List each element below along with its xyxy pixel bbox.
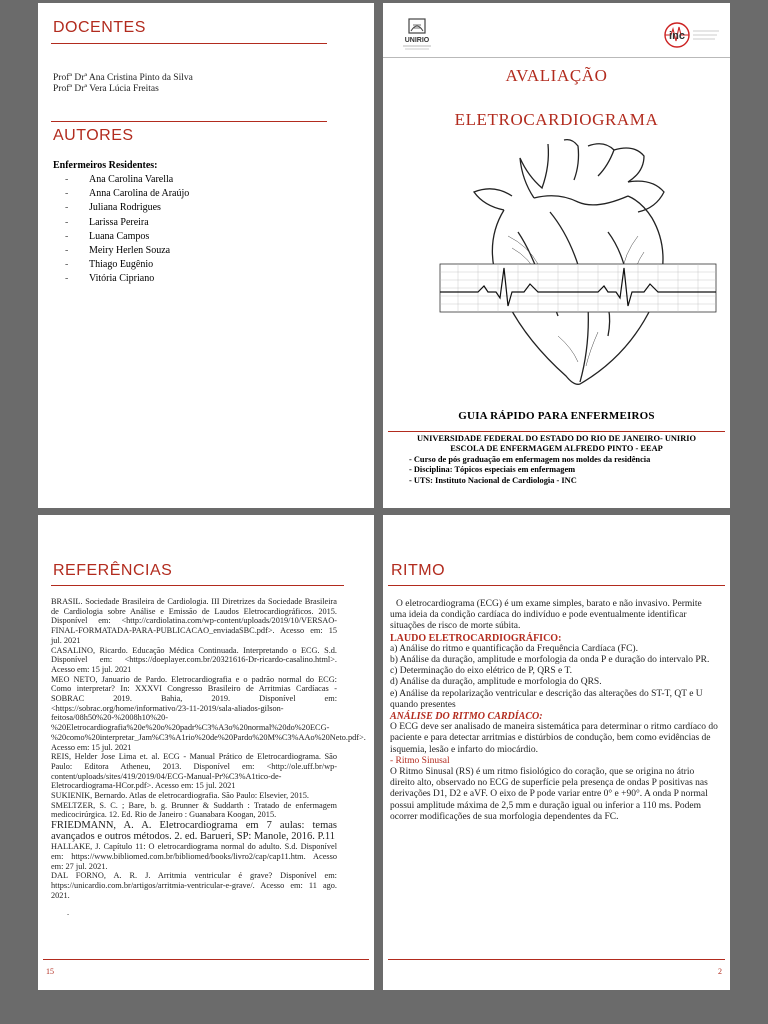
references-list: [51, 597, 366, 918]
divider: [51, 121, 327, 122]
reference-item: SUKIENIK, Bernardo. Atlas de eletrocardiografia. São Paulo: Elsevier, 2015.: [51, 791, 309, 801]
residente-item: [65, 202, 189, 216]
bullet: -: [65, 188, 69, 200]
intro-paragraph: O eletrocardiograma (ECG) é um exame simples, barato e não invasivo. Permite uma ideia da condição cardíaca do indivíduo e pode eventualmente identificar situações de risco de morte súbita.: [390, 599, 702, 632]
trailing-dot: .: [67, 908, 70, 918]
bullet-item: - Disciplina: Tópicos especiais em enfermagem: [409, 465, 576, 475]
analise-heading: ANÁLISE DO RITMO CARDÍACO:: [390, 711, 543, 723]
page-docentes-autores: [38, 3, 374, 508]
bullet: -: [65, 216, 69, 228]
residente-item: [65, 273, 189, 287]
bullet-item: - Curso de pós graduação em enfermagem nos moldes da residência: [409, 455, 651, 464]
bullet: -: [65, 174, 69, 185]
analise-paragraph: O ECG deve ser analisado de maneira sistemática para determinar o ritmo cardíaco do paciente e para detectar arritmias e distúrbios de condução, bem como evidências de isquemia, lesão e infarto do miocárdio.: [390, 722, 718, 755]
laudo-item: e) Análise da repolarização ventricular e descrição das alterações do ST-T, QT e U quando presentes: [390, 688, 703, 710]
divider: [51, 43, 327, 44]
laudo-item: b) Análise da duração, amplitude e morfologia da onda P e duração do intervalo PR.: [390, 655, 710, 666]
ritmo-body: [390, 599, 720, 823]
ritmo-sinusal-paragraph: O Ritmo Sinusal (RS) é um ritmo fisiológico do coração, que se origina no átrio direito alto, observado no ECG de superfície pela presença de ondas P positivas nas derivações D1, D2 e aVF. O eixo de P pode variar entre 0° e +90°. A onda P normal possui amplitude máxima de 2,5 mm e duração igual ou inferior a 110 ms. Podem ocorrer modificações de sua morfologia dependentes da FC.: [390, 767, 708, 822]
university-name: UNIVERSIDADE FEDERAL DO ESTADO DO RIO DE JANEIRO- UNIRIO: [416, 434, 697, 443]
guia-subtitle: GUIA RÁPIDO PARA ENFERMEIROS: [458, 410, 655, 422]
page-number: 15: [46, 967, 54, 976]
university-info: [383, 434, 730, 455]
reference-item: FRIEDMANN, A. A. Eletrocardiograma em 7 aulas: temas avançados e outros métodos. 2. ed. Barueri, SP: Manole, 2016. P.11: [51, 820, 337, 843]
school-name: ESCOLA DE ENFERMAGEM ALFREDO PINTO - EEAP: [450, 444, 663, 454]
residente-item: [65, 231, 189, 245]
unirio-logo-text: UNIRIO: [404, 37, 430, 44]
docente-1: Profª Drª Ana Cristina Pinto da Silva: [53, 73, 193, 83]
course-bullets: [409, 455, 650, 486]
page-cover: [383, 3, 730, 508]
footer-divider: [43, 959, 369, 960]
reference-item: REIS, Helder Jose Lima et. al. ECG - Manual Prático de Eletrocardiograma. São Paulo: Editora Atheneu, 2013. Disponível em: <http://ole.uff.br/wp-content/uploads/sites/419/2019/04/ECG-Manual-Pr%C3%A1tico-de-Eletrocardiograma-HCor.pdf>. Acesso em: 15 jul. 2021: [51, 752, 337, 791]
reference-item: CASALINO, Ricardo. Educação Médica Continuada. Interpretando o ECG. S.d. Disponível em: <https://doeplayer.com.br/20321616-Dr-ricardo-casalino.html>. Acesso em: 15 jul. 2021: [51, 645, 337, 674]
laudo-item: c) Determinação do eixo elétrico de P, QRS e T.: [390, 666, 572, 677]
residentes-list: [65, 174, 189, 288]
residente-item: [65, 245, 189, 259]
ritmo-sinusal-heading: - Ritmo Sinusal: [390, 755, 450, 766]
residente-name: Luana Campos: [89, 230, 150, 242]
residente-item: [65, 217, 189, 231]
residente-name: Thiago Eugênio: [89, 259, 154, 271]
residente-name: Ana Carolina Varella: [89, 174, 174, 185]
referencias-title: REFERÊNCIAS: [53, 562, 173, 579]
unirio-logo: [395, 17, 439, 53]
laudo-heading: LAUDO ELETROCARDIOGRÁFICO:: [390, 632, 562, 644]
bullet: -: [65, 244, 69, 256]
docente-2: Profª Drª Vera Lúcia Freitas: [53, 84, 159, 94]
reference-item: SMELTZER, S. C. ; Bare, b. g. Brunner & Suddarth : Tratado de enfermagem medicocirúrgica. 12. Ed. Rio de Janeiro : Guanabara Koogan, 2015.: [51, 800, 337, 820]
cover-title-line1: AVALIAÇÃO: [505, 66, 608, 85]
page-referencias: [38, 515, 374, 990]
divider: [388, 431, 725, 432]
bullet: -: [65, 273, 69, 285]
bullet-item: - UTS: Instituto Nacional de Cardiologia - INC: [409, 475, 577, 485]
reference-item: MEO NETO, Januario de Pardo. Eletrocardiografia e o padrão normal do ECG: Como interpretar? In: XXXVI Congresso Brasileiro de Arritmias Cardíacas - SOBRAC 2019. Bahia, 2019. Disponível em: <https://sobrac.org/home/informativo/23-11-2019/sala-aliados-gilson-feitosa/08h50%20-%2008h10%20-%20Eletrocardiografia%20e%20o%20padr%C3%A3o%20normal%20do%20ECG-%20como%20interpretar_Jam%C3%A1rio%20de%20Pardo%20M%C3%AAo%20Neto.pdf>. Acesso em: 15 jul. 2021: [51, 674, 366, 752]
residente-item: [65, 174, 189, 188]
inc-logo: [663, 21, 721, 49]
reference-item: DAL FORNO, A. R. J. Arritmia ventricular é grave? Disponível em: https://unicardio.com.br/artigos/arritmia-ventricular-e-grave/. Acesso em: 11 ago. 2021.: [51, 871, 337, 900]
ritmo-title: RITMO: [391, 562, 446, 579]
residente-name: Larissa Pereira: [89, 216, 149, 228]
divider: [388, 585, 725, 586]
residente-name: Vitória Cipriano: [89, 273, 155, 285]
residente-item: [65, 188, 189, 202]
anatomical-heart-ecg-illustration: [438, 136, 718, 396]
cover-title-line2: ELETROCARDIOGRAMA: [454, 110, 659, 129]
divider: [51, 585, 344, 586]
docentes-list: [53, 73, 193, 95]
residente-name: Meiry Herlen Souza: [89, 244, 171, 256]
autores-title: AUTORES: [53, 127, 134, 144]
bullet: -: [65, 230, 69, 242]
bullet: -: [65, 202, 69, 214]
residente-item: [65, 259, 189, 273]
footer-divider: [388, 959, 725, 960]
residente-name: Anna Carolina de Araújo: [89, 188, 190, 200]
header-divider: [383, 57, 730, 58]
page-ritmo: [383, 515, 730, 990]
inc-logo-text: inc: [669, 30, 685, 42]
residente-name: Juliana Rodrigues: [89, 202, 161, 214]
reference-item: BRASIL. Sociedade Brasileira de Cardiologia. III Diretrizes da Sociedade Brasileira de Cardiologia sobre Análise e Emissão de Laudos Eletrocardiográficos. 2015. Disponível em: <http://cardiolatina.com/wp-content/uploads/2019/10/VERSAO-FINAL-FORMATADA-PARA-PUBLICACAO_enviadaSBC.pdf>. Acesso em: 15 jul. 2021: [51, 597, 337, 645]
laudo-item: a) Análise do ritmo e quantificação da Frequência Cardíaca (FC).: [390, 643, 638, 654]
docentes-title: DOCENTES: [53, 19, 146, 36]
bullet: -: [65, 259, 69, 271]
page-number: 2: [718, 967, 722, 976]
laudo-item: d) Análise da duração, amplitude e morfologia do QRS.: [390, 677, 602, 688]
reference-item: HALLAKE, J. Capítulo 11: O eletrocardiograma normal do adulto. S.d. Disponível em: https://www.bibliomed.com.br/bibliomed/books/livro2/cap/cap11.htm. Acesso em: 27 jul. 2021.: [51, 842, 337, 871]
residentes-heading: Enfermeiros Residentes:: [53, 160, 158, 171]
